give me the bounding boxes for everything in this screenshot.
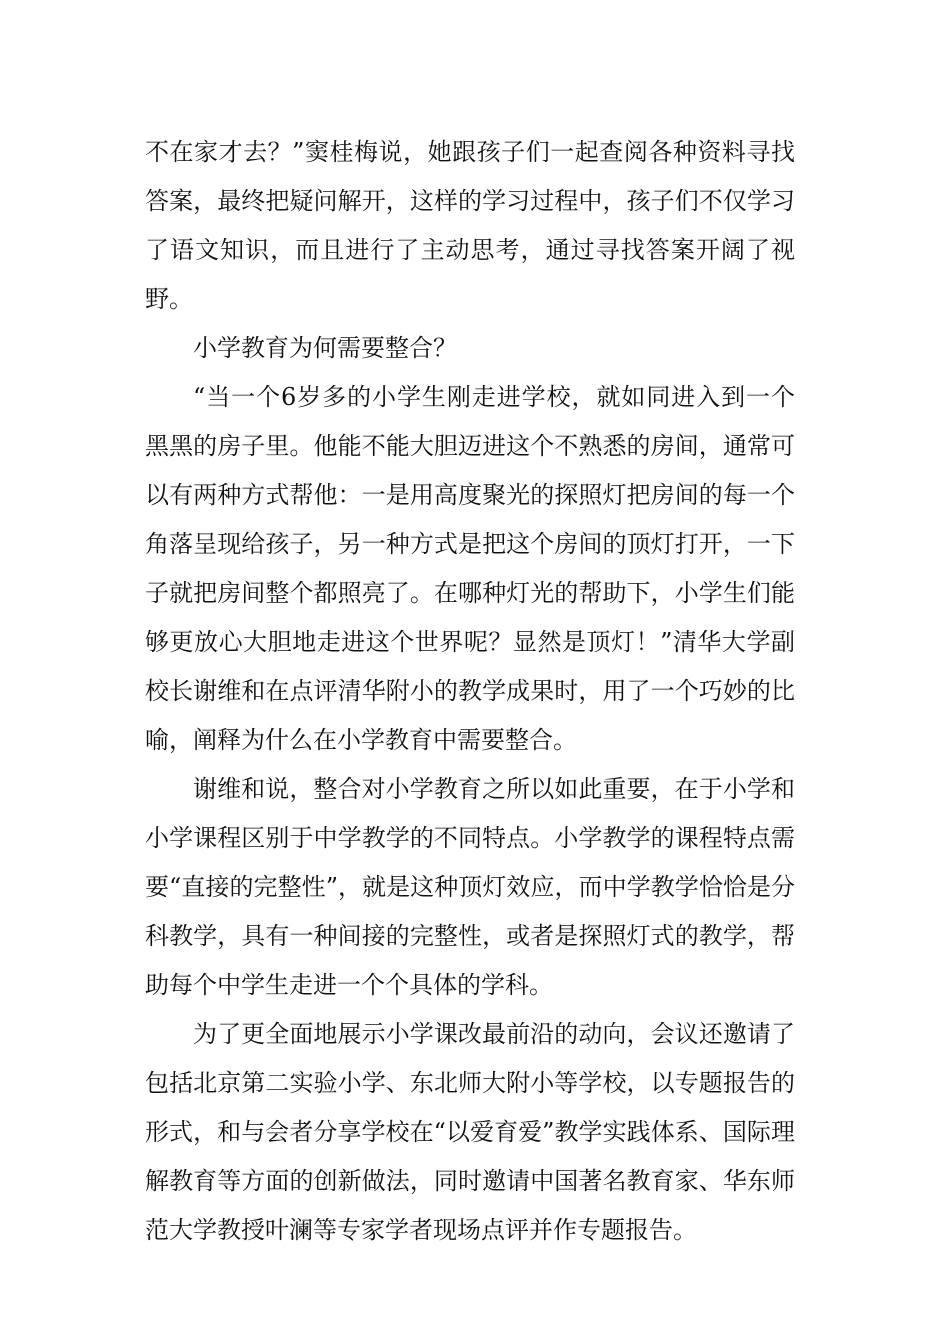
- paragraph: 谢维和说，整合对小学教育之所以如此重要，在于小学和小学课程区别于中学教学的不同特点。小学教学的课程特点需要“直接的完整性”，就是这种顶灯效应，而中学教学恰恰是分科教学，具有一种间接的完整性，或者是探照灯式的教学，帮助每个中学生走进一个个具体的学科。: [145, 775, 795, 999]
- section-heading: 小学教育为何需要整合？: [193, 334, 457, 362]
- paragraph: “当一个6岁多的小学生刚走进学校，就如同进入到一个黑黑的房子里。他能不能大胆迈进这个不熟悉的房间，通常可以有两种方式帮他：一是用高度聚光的探照灯把房间的每一个角落呈现给孩子，另一种方式是把这个房间的顶灯打开，一下子就把房间整个都照亮了。在哪种灯光的帮助下，小学生们能够更放心大胆地走进这个世界呢？显然是顶灯！”清华大学副校长谢维和在点评清华附小的教学成果时，用了一个巧妙的比喻，阐释为什么在小学教育中需要整合。: [145, 383, 795, 754]
- paragraph-continuation: 不在家才去？”窦桂梅说，她跟孩子们一起查阅各种资料寻找答案，最终把疑问解开，这样的学习过程中，孩子们不仅学习了语文知识，而且进行了主动思考，通过寻找答案开阔了视野。: [145, 138, 795, 313]
- article-body: [145, 128, 795, 1255]
- paragraph: 为了更全面地展示小学课改最前沿的动向，会议还邀请了包括北京第二实验小学、东北师大附小等学校，以专题报告的形式，和与会者分享学校在“以爱育爱”教学实践体系、国际理解教育等方面的创新做法，同时邀请中国著名教育家、华东师范大学教授叶澜等专家学者现场点评并作专题报告。: [145, 1020, 795, 1244]
